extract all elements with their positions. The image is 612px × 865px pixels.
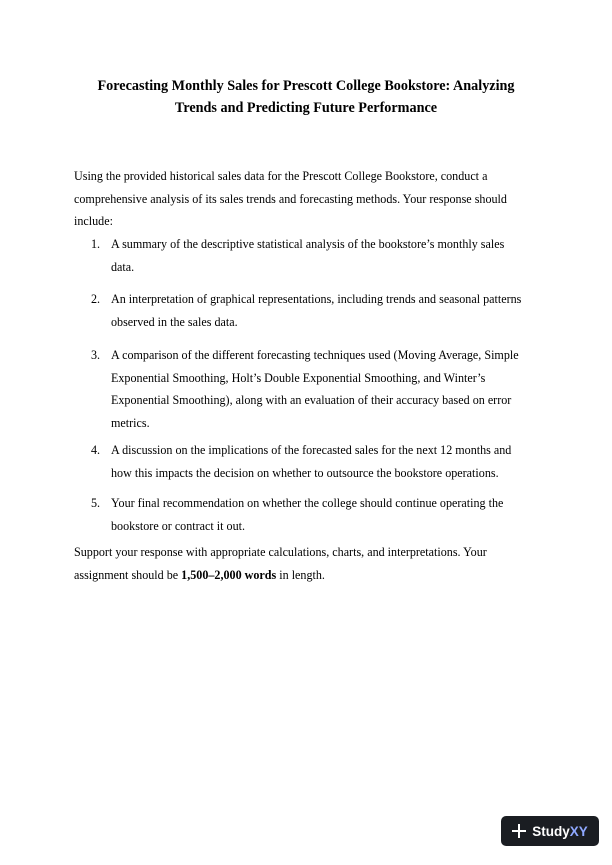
closing-paragraph: [74, 541, 544, 586]
intro-line: include:: [74, 214, 113, 228]
intro-paragraph: [74, 165, 544, 233]
list-item-text: [111, 492, 551, 537]
title-line: Forecasting Monthly Sales for Prescott College Bookstore: Analyzing: [97, 78, 515, 94]
brand-name: [532, 824, 588, 839]
list-item-line: Your final recommendation on whether the college should continue operating the: [111, 496, 504, 510]
list-item-line: observed in the sales data.: [111, 314, 238, 329]
list-item-line: Exponential Smoothing, Holt’s Double Exponential Smoothing, and Winter’s: [111, 370, 486, 385]
list-item-text: [111, 439, 551, 484]
list-item-line: bookstore or contract it out.: [111, 518, 246, 533]
word-count-emphasis: 1,500–2,000 words: [181, 567, 277, 582]
list-item-line: how this impacts the decision on whether to outsource the bookstore operations.: [111, 465, 499, 480]
brand-name-part1: Study: [532, 823, 570, 839]
brand-name-part2: XY: [569, 823, 588, 839]
document-title: [70, 75, 542, 119]
plus-icon: [512, 824, 526, 838]
studyxy-logo-badge[interactable]: [501, 816, 599, 846]
list-item-line: A discussion on the implications of the forecasted sales for the next 12 months and: [111, 443, 512, 457]
closing-text: assignment should be: [74, 567, 182, 582]
closing-line: [74, 564, 544, 587]
intro-line: comprehensive analysis of its sales trends and forecasting methods. Your response should: [74, 191, 507, 206]
list-item-line: metrics.: [111, 415, 150, 430]
closing-text: in length.: [276, 567, 325, 582]
list-item-number: 1.: [91, 237, 101, 251]
closing-line: Support your response with appropriate calculations, charts, and interpretations. Your: [74, 545, 487, 559]
list-item-number: 2.: [91, 292, 101, 306]
list-item-line: A summary of the descriptive statistical analysis of the bookstore’s monthly sales: [111, 237, 505, 251]
intro-line: Using the provided historical sales data for the Prescott College Bookstore, conduct a: [74, 169, 488, 183]
list-item-text: [111, 344, 551, 434]
list-item-line: An interpretation of graphical representations, including trends and seasonal patterns: [111, 292, 522, 306]
list-item-line: A comparison of the different forecasting techniques used (Moving Average, Simple: [111, 348, 519, 362]
list-item-number: 4.: [91, 443, 101, 457]
list-item-text: [111, 233, 551, 278]
title-line: Trends and Predicting Future Performance: [174, 100, 438, 116]
list-item-line: Exponential Smoothing), along with an evaluation of their accuracy based on error: [111, 393, 512, 407]
list-item-line: data.: [111, 259, 135, 274]
list-item-number: 5.: [91, 496, 101, 510]
list-item-number: 3.: [91, 348, 101, 362]
list-item-text: [111, 288, 551, 333]
